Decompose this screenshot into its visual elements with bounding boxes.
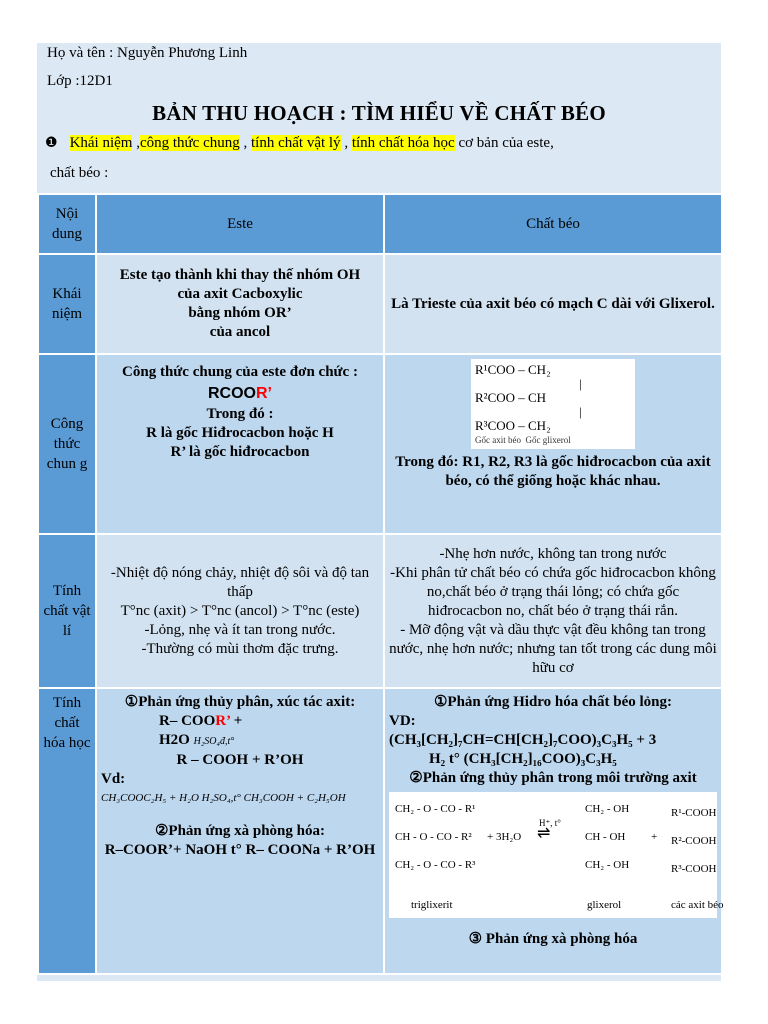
row-label-hoa-hoc: Tính chất hóa học: [38, 688, 96, 974]
struct-line: R³COO – CH₂: [475, 418, 551, 433]
caption-glycerol: Gốc glixerol: [525, 435, 571, 445]
rx-text: CH₂ - O - CO - R³: [395, 859, 476, 871]
khai-niem-este: [96, 254, 384, 354]
hoa-hoc-chat-beo: [384, 688, 722, 974]
rx-text: CH - O - CO - R²: [395, 831, 472, 843]
cong-thuc-este: [96, 354, 384, 534]
hl-hoa-hoc: tính chất hóa học: [351, 135, 455, 151]
reaction-title: ①Phản ứng Hidro hóa chất béo lỏng:: [433, 694, 673, 710]
vd-label: VD:: [389, 713, 416, 729]
sep: ,: [132, 135, 140, 151]
sep: ,: [340, 135, 352, 151]
document-page: [37, 43, 724, 981]
hl-cong-thuc: công thức chung: [139, 135, 240, 151]
text-line: của ancol: [209, 324, 271, 340]
eq-part: H2O: [159, 732, 190, 748]
saponification-eq: R–COOR’+ NaOH t° R– COONa + R’OH: [104, 842, 376, 858]
rx-condition: H⁺, t°: [539, 818, 561, 828]
text-line: Este tạo thành khi thay thế nhóm OH: [119, 267, 361, 283]
text-line: của axit Cacboxylic: [177, 286, 303, 302]
reaction-title: ②Phản ứng thủy phân trong môi trường axit: [409, 770, 697, 786]
rx-text: R³-COOH: [671, 863, 717, 875]
intro-line: [45, 135, 554, 152]
row-cong-thuc: [38, 354, 722, 534]
eq-part-red: R’: [215, 713, 230, 729]
struct-line: R²COO – CH: [475, 390, 547, 405]
row-label-vat-li: Tính chất vật lí: [38, 534, 96, 688]
text-line: R’ là gốc hiđrocacbon: [170, 444, 310, 460]
rx-label: các axit béo: [671, 899, 724, 911]
rx-text: CH - OH: [585, 831, 626, 843]
row-hoa-hoc: [38, 688, 722, 974]
cong-thuc-chat-beo: [384, 354, 722, 534]
row-label-cong-thuc: Công thức chun g: [38, 354, 96, 534]
comparison-table: [37, 193, 723, 975]
col-header-noi-dung: Nội dung: [38, 194, 96, 254]
rx-text: R¹-COOH: [671, 807, 717, 819]
text-line: Công thức chung của este đơn chức :: [122, 364, 358, 380]
text-line: R là gốc Hiđrocacbon hoặc H: [146, 425, 334, 441]
hl-vat-ly: tính chất vật lý: [251, 135, 341, 151]
text-line: bằng nhóm OR’: [188, 305, 292, 321]
text-line: -Lỏng, nhẹ và ít tan trong nước.: [144, 621, 336, 638]
text-line: -Nhiệt độ nóng chảy, nhiệt độ sôi và độ tan thấp: [110, 564, 370, 600]
formula-part: RCOO: [208, 385, 256, 402]
row-khai-niem: [38, 254, 722, 354]
rx-text: CH₂ - OH: [585, 859, 630, 871]
este-formula: [101, 384, 379, 403]
struct-caption: [475, 433, 631, 447]
text-line: -Thường có mùi thơm đặc trưng.: [141, 640, 339, 657]
col-header-chat-beo: Chất béo: [384, 194, 722, 254]
rx-label: triglixerit: [411, 899, 453, 911]
reaction-title: ①Phản ứng thủy phân, xúc tác axit:: [124, 694, 356, 710]
text-line: - Mỡ động vật và dầu thực vật đều không tan trong nước, nhẹ hơn nước; nhưng tan tốt trong các dung môi hữu cơ: [389, 621, 717, 676]
row-vat-li: [38, 534, 722, 688]
struct-bond: |: [579, 404, 582, 419]
caption-acid: Gốc axit béo: [475, 435, 521, 445]
vat-li-este: [96, 534, 384, 688]
equilibrium-arrow-icon: ⇌: [537, 825, 551, 842]
khai-niem-chat-beo: Là Trieste của axit béo có mạch C dài với Glixerol.: [384, 254, 722, 354]
vat-li-chat-beo: [384, 534, 722, 688]
intro-tail: cơ bản của este,: [454, 135, 554, 151]
reaction-title: ②Phản ứng xà phòng hóa:: [154, 823, 325, 839]
eq-part: +: [229, 713, 243, 729]
text-line: Trong đó :: [206, 406, 274, 422]
page-title: BẢN THU HOẠCH : TÌM HIỂU VỀ CHẤT BÉO: [152, 101, 606, 125]
reaction-condition: H₂SO₄đ,t°: [193, 736, 235, 747]
rx-label: glixerol: [587, 899, 622, 911]
student-name: Họ và tên : Nguyễn Phương Linh: [47, 45, 248, 61]
vd-equation: CH₃COOC₂H₅ + H₂O H₂SO₄,t° CH₃COOH + C₂H₅OH: [101, 792, 346, 804]
hoa-hoc-este: [96, 688, 384, 974]
text-line: T°nc (axit) > T°nc (ancol) > T°nc (este): [120, 602, 360, 619]
text-line: -Nhẹ hơn nước, không tan trong nước: [439, 545, 667, 562]
hl-khai-niem: Khái niệm: [69, 135, 133, 151]
rx-text: CH₂ - O - CO - R¹: [395, 803, 476, 815]
triglyceride-structure: [471, 359, 635, 449]
eq-part: R– COO: [159, 713, 216, 729]
hydrolysis-scheme: [389, 792, 724, 918]
text-line: -Khi phân tử chất béo có chứa gốc hiđrocacbon không no,chất béo ở trạng thái lỏng; có chứa gốc hiđrocacbon no, chất béo ở trạng thái rắn.: [390, 564, 716, 619]
chat-beo-note: Trong đó: R1, R2, R3 là gốc hiđrocacbon của axit béo, có thể giống hoặc khác nhau.: [395, 454, 711, 489]
hydrogenation-eq-1: (CH₃[CH₂]₇CH=CH[CH₂]₇COO)₃C₃H₅ + 3: [389, 732, 657, 748]
rx-text: +: [651, 831, 658, 843]
struct-bond: |: [579, 376, 582, 391]
eq-product: R – COOH + R’OH: [176, 752, 304, 768]
rx-text: R²-COOH: [671, 835, 717, 847]
row-label-khai-niem: Khái niệm: [38, 254, 96, 354]
sep: ,: [239, 135, 251, 151]
rx-text: + 3H₂O: [487, 831, 522, 843]
col-header-este: Este: [96, 194, 384, 254]
este-reaction-1: [101, 712, 379, 731]
rx-text: CH₂ - OH: [585, 803, 630, 815]
hydrogenation-eq-2: H₂ t° (CH₃[CH₂]₁₆COO)₃C₃H₅: [429, 751, 617, 767]
vd-label: Vd:: [101, 771, 126, 787]
class-line: Lớp :12D1: [47, 73, 113, 89]
struct-line: R¹COO – CH₂: [475, 362, 551, 377]
intro-line-2: chất béo :: [50, 165, 109, 181]
formula-part-red: R’: [256, 385, 272, 402]
bullet-one-icon: ❶: [45, 135, 58, 151]
reaction-title: ③ Phản ứng xà phòng hóa: [468, 931, 638, 947]
este-reaction-1b: [101, 731, 379, 751]
table-header-row: [38, 194, 722, 254]
